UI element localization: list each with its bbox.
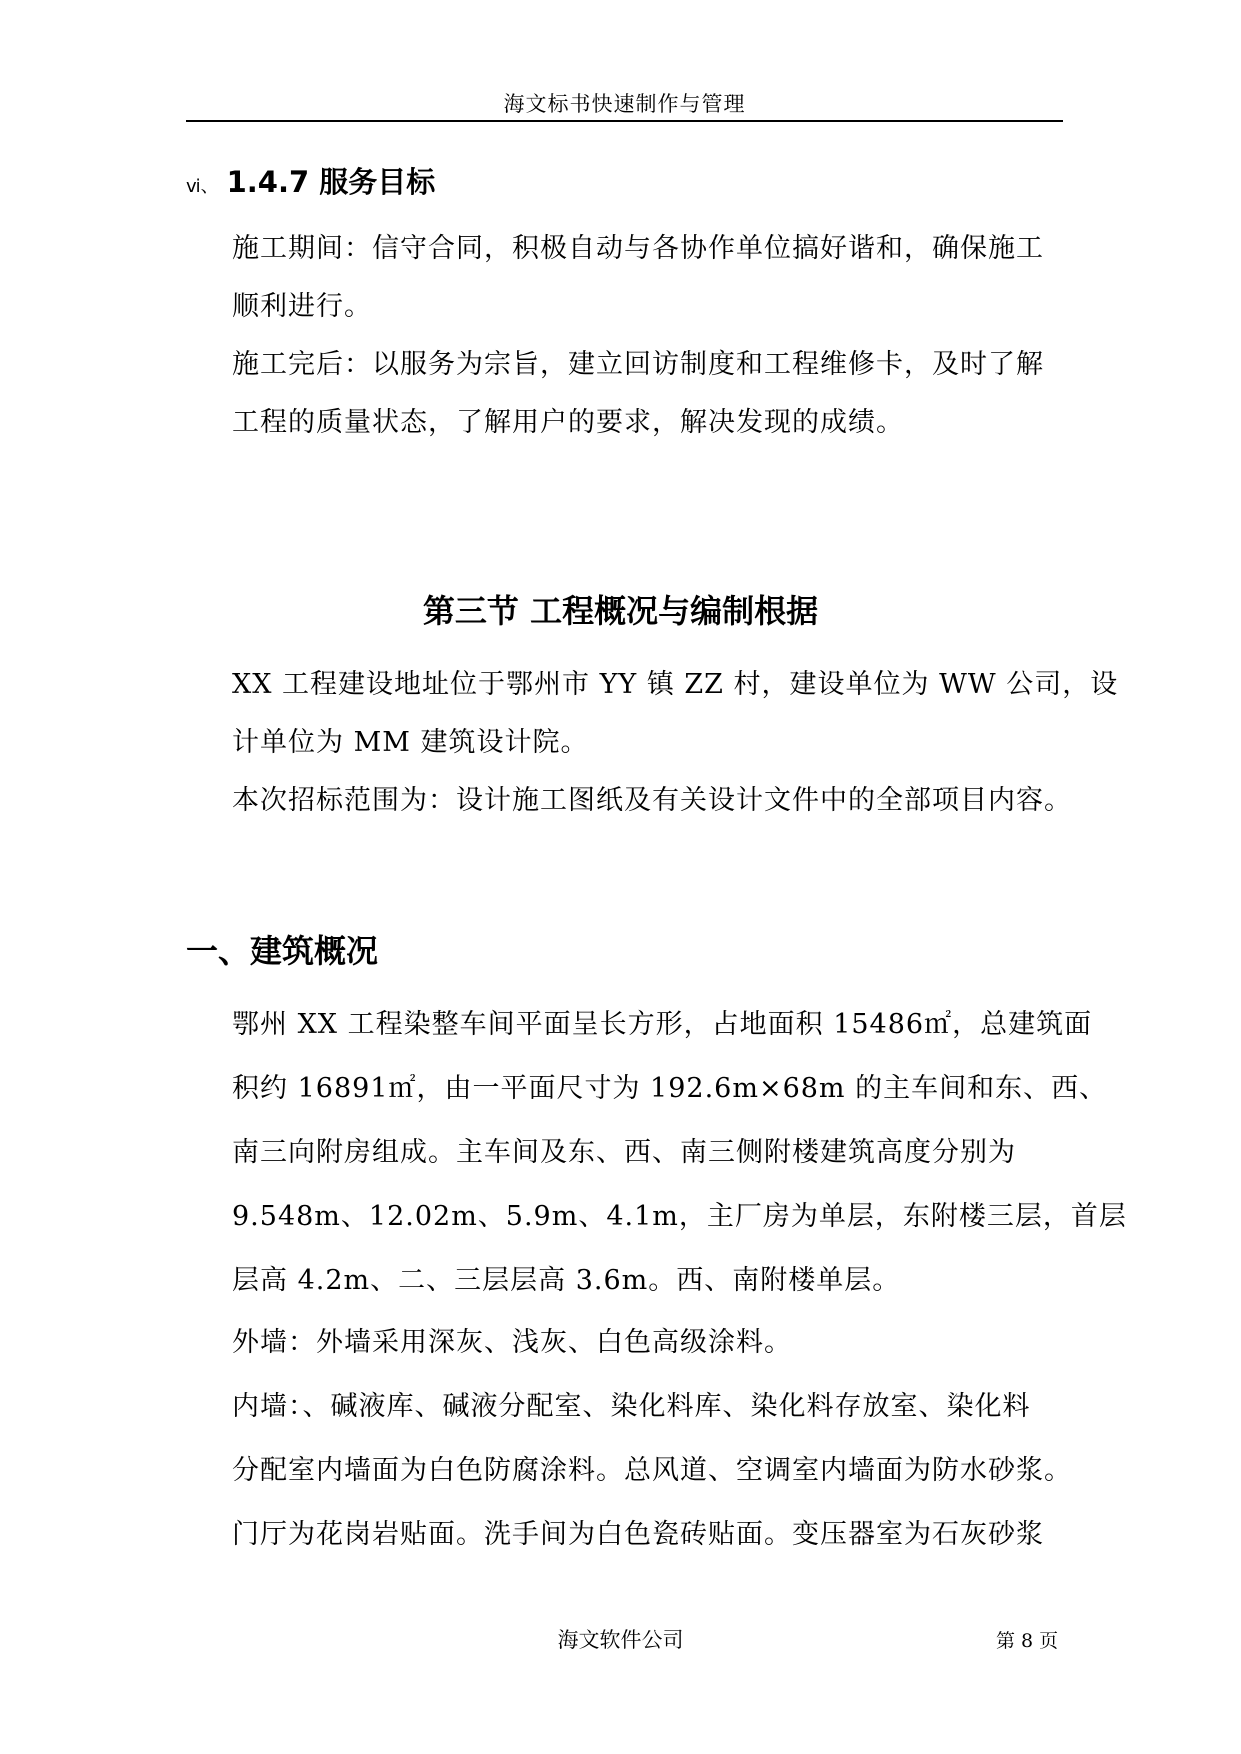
service-goal-heading bbox=[186, 160, 435, 201]
paragraph-line: XX 工程建设地址位于鄂州市 YY 镇 ZZ 村，建设单位为 WW 公司，设 bbox=[232, 669, 1119, 700]
paragraph-line: 施工完后：以服务为宗旨，建立回访制度和工程维修卡，及时了解 bbox=[232, 349, 1044, 380]
paragraph-line: 计单位为 MM 建筑设计院。 bbox=[232, 727, 589, 758]
section-title: 第三节 工程概况与编制根据 bbox=[422, 592, 819, 630]
paragraph-line: 工程的质量状态，了解用户的要求，解决发现的成绩。 bbox=[232, 407, 904, 438]
paragraph-line: 顺利进行。 bbox=[232, 291, 372, 322]
paragraph-line: 分配室内墙面为白色防腐涂料。总风道、空调室内墙面为防水砂浆。 bbox=[232, 1455, 1072, 1486]
paragraph-line: 积约 16891㎡，由一平面尺寸为 192.6m×68m 的主车间和东、西、 bbox=[232, 1073, 1108, 1104]
paragraph-line: 本次招标范围为：设计施工图纸及有关设计文件中的全部项目内容。 bbox=[232, 785, 1072, 816]
paragraph-line: 门厅为花岗岩贴面。洗手间为白色瓷砖贴面。变压器室为石灰砂浆 bbox=[232, 1519, 1044, 1550]
heading-number-prefix: ⅵ、 bbox=[186, 176, 219, 197]
paragraph-line: 施工期间：信守合同，积极自动与各协作单位搞好谐和，确保施工 bbox=[232, 233, 1044, 264]
paragraph-line: 南三向附房组成。主车间及东、西、南三侧附楼建筑高度分别为 bbox=[232, 1137, 1016, 1168]
header-title: 海文标书快速制作与管理 bbox=[503, 92, 746, 116]
page-header bbox=[186, 86, 1063, 122]
paragraph-line: 鄂州 XX 工程染整车间平面呈长方形，占地面积 15486㎡，总建筑面 bbox=[232, 1009, 1093, 1040]
paragraph-line: 内墙：、碱液库、碱液分配室、染化料库、染化料存放室、染化料 bbox=[232, 1391, 1031, 1422]
paragraph-line: 9.548m、12.02m、5.9m、4.1m，主厂房为单层，东附楼三层，首层 bbox=[232, 1201, 1127, 1232]
footer-company: 海文软件公司 bbox=[557, 1628, 684, 1652]
building-overview-heading: 一、建筑概况 bbox=[186, 932, 379, 970]
service-goal-title: 1.4.7 服务目标 bbox=[226, 165, 436, 199]
page-number: 第 8 页 bbox=[996, 1630, 1059, 1652]
paragraph-line: 层高 4.2m、二、三层层高 3.6m。西、南附楼单层。 bbox=[232, 1265, 901, 1296]
paragraph-line: 外墙：外墙采用深灰、浅灰、白色高级涂料。 bbox=[232, 1327, 792, 1358]
